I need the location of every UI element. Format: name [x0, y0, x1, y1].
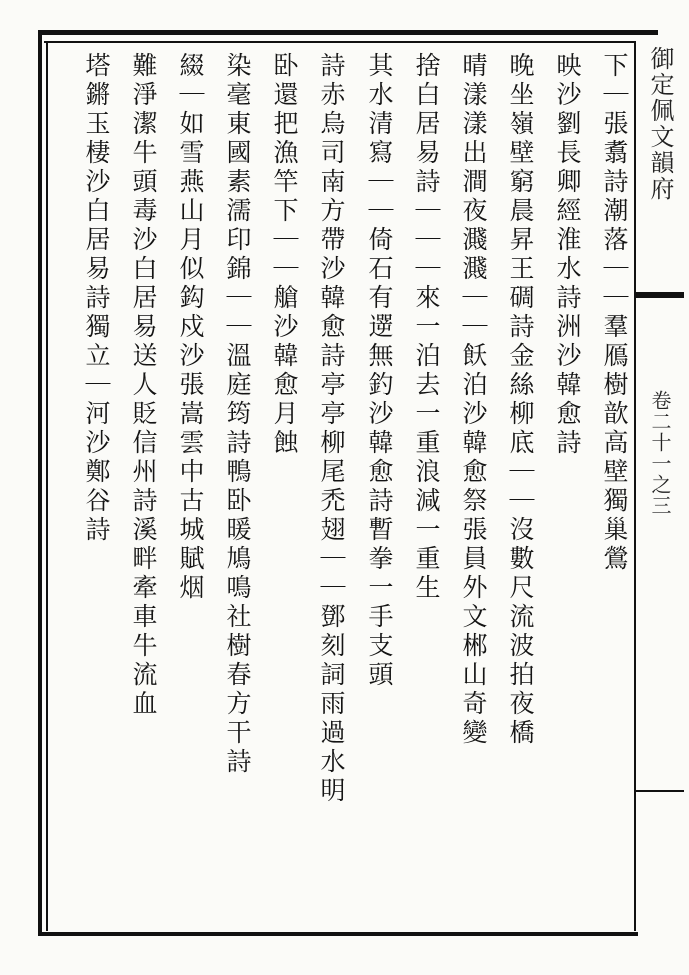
column-text: 映沙劉長卿經淮水詩洲沙韓愈詩 — [553, 52, 582, 458]
column-text: 卧還把漁竿下｜｜艙沙韓愈月蝕 — [270, 52, 299, 458]
margin-divider-rule — [636, 790, 684, 792]
bottom-border-rule — [38, 932, 638, 936]
column-text: 下｜張翥詩潮落｜｜羣鴈樹歆高壁獨巢鶯 — [600, 52, 629, 574]
column-text: 捨白居易詩｜｜｜來一泊去一重浪減一重生 — [412, 52, 441, 603]
column-text: 染毫東國素濡印錦｜｜溫庭筠詩鴨卧暖鳩鳴社樹春方干詩 — [223, 52, 252, 777]
text-column-11 — [123, 52, 163, 924]
column-text: 晚坐嶺壁窮晨昇王碉詩金絲柳底｜｜沒數尺流波拍夜橋 — [506, 52, 535, 748]
text-column-8 — [264, 52, 304, 924]
text-column-5 — [406, 52, 446, 924]
margin-volume — [640, 390, 680, 540]
text-column-12 — [76, 52, 116, 924]
column-text: 綴｜如雪燕山月似鈎戍沙張嵩雲中古城賦烟 — [176, 52, 205, 603]
column-text: 詩赤烏司南方帶沙韓愈詩亭亭柳尾禿翅｜｜鄧刻詞雨過水明 — [317, 52, 346, 806]
top-border-rule — [38, 30, 658, 35]
text-column-9 — [217, 52, 257, 924]
left-border-rule — [38, 30, 42, 936]
text-column-2 — [547, 52, 587, 924]
column-text: 其水清寫｜｜倚石有遻無釣沙韓愈詩暫拳一手支頭 — [365, 52, 394, 690]
book-title-text: 御定佩文韻府 — [646, 46, 674, 202]
text-column-3 — [500, 52, 540, 924]
column-text: 晴漾漾出澗夜濺濺｜｜飫泊沙韓愈祭張員外文郴山奇變 — [459, 52, 488, 748]
column-text: 難淨潔牛頭毒沙白居易送人貶信州詩溪畔牽車牛流血 — [129, 52, 158, 719]
volume-label: 卷二十一之三 — [648, 390, 672, 516]
text-column-10 — [170, 52, 210, 924]
text-column-7 — [311, 52, 351, 924]
margin-title — [640, 46, 680, 306]
column-text: 塔鏘玉棲沙白居易詩獨立｜河沙鄭谷詩 — [82, 52, 111, 545]
inner-top-border-rule — [44, 41, 634, 43]
text-column-1 — [594, 52, 634, 924]
text-column-6 — [359, 52, 399, 924]
text-column-4 — [453, 52, 493, 924]
inner-left-border-rule — [46, 41, 48, 931]
right-column-rule — [634, 41, 636, 931]
